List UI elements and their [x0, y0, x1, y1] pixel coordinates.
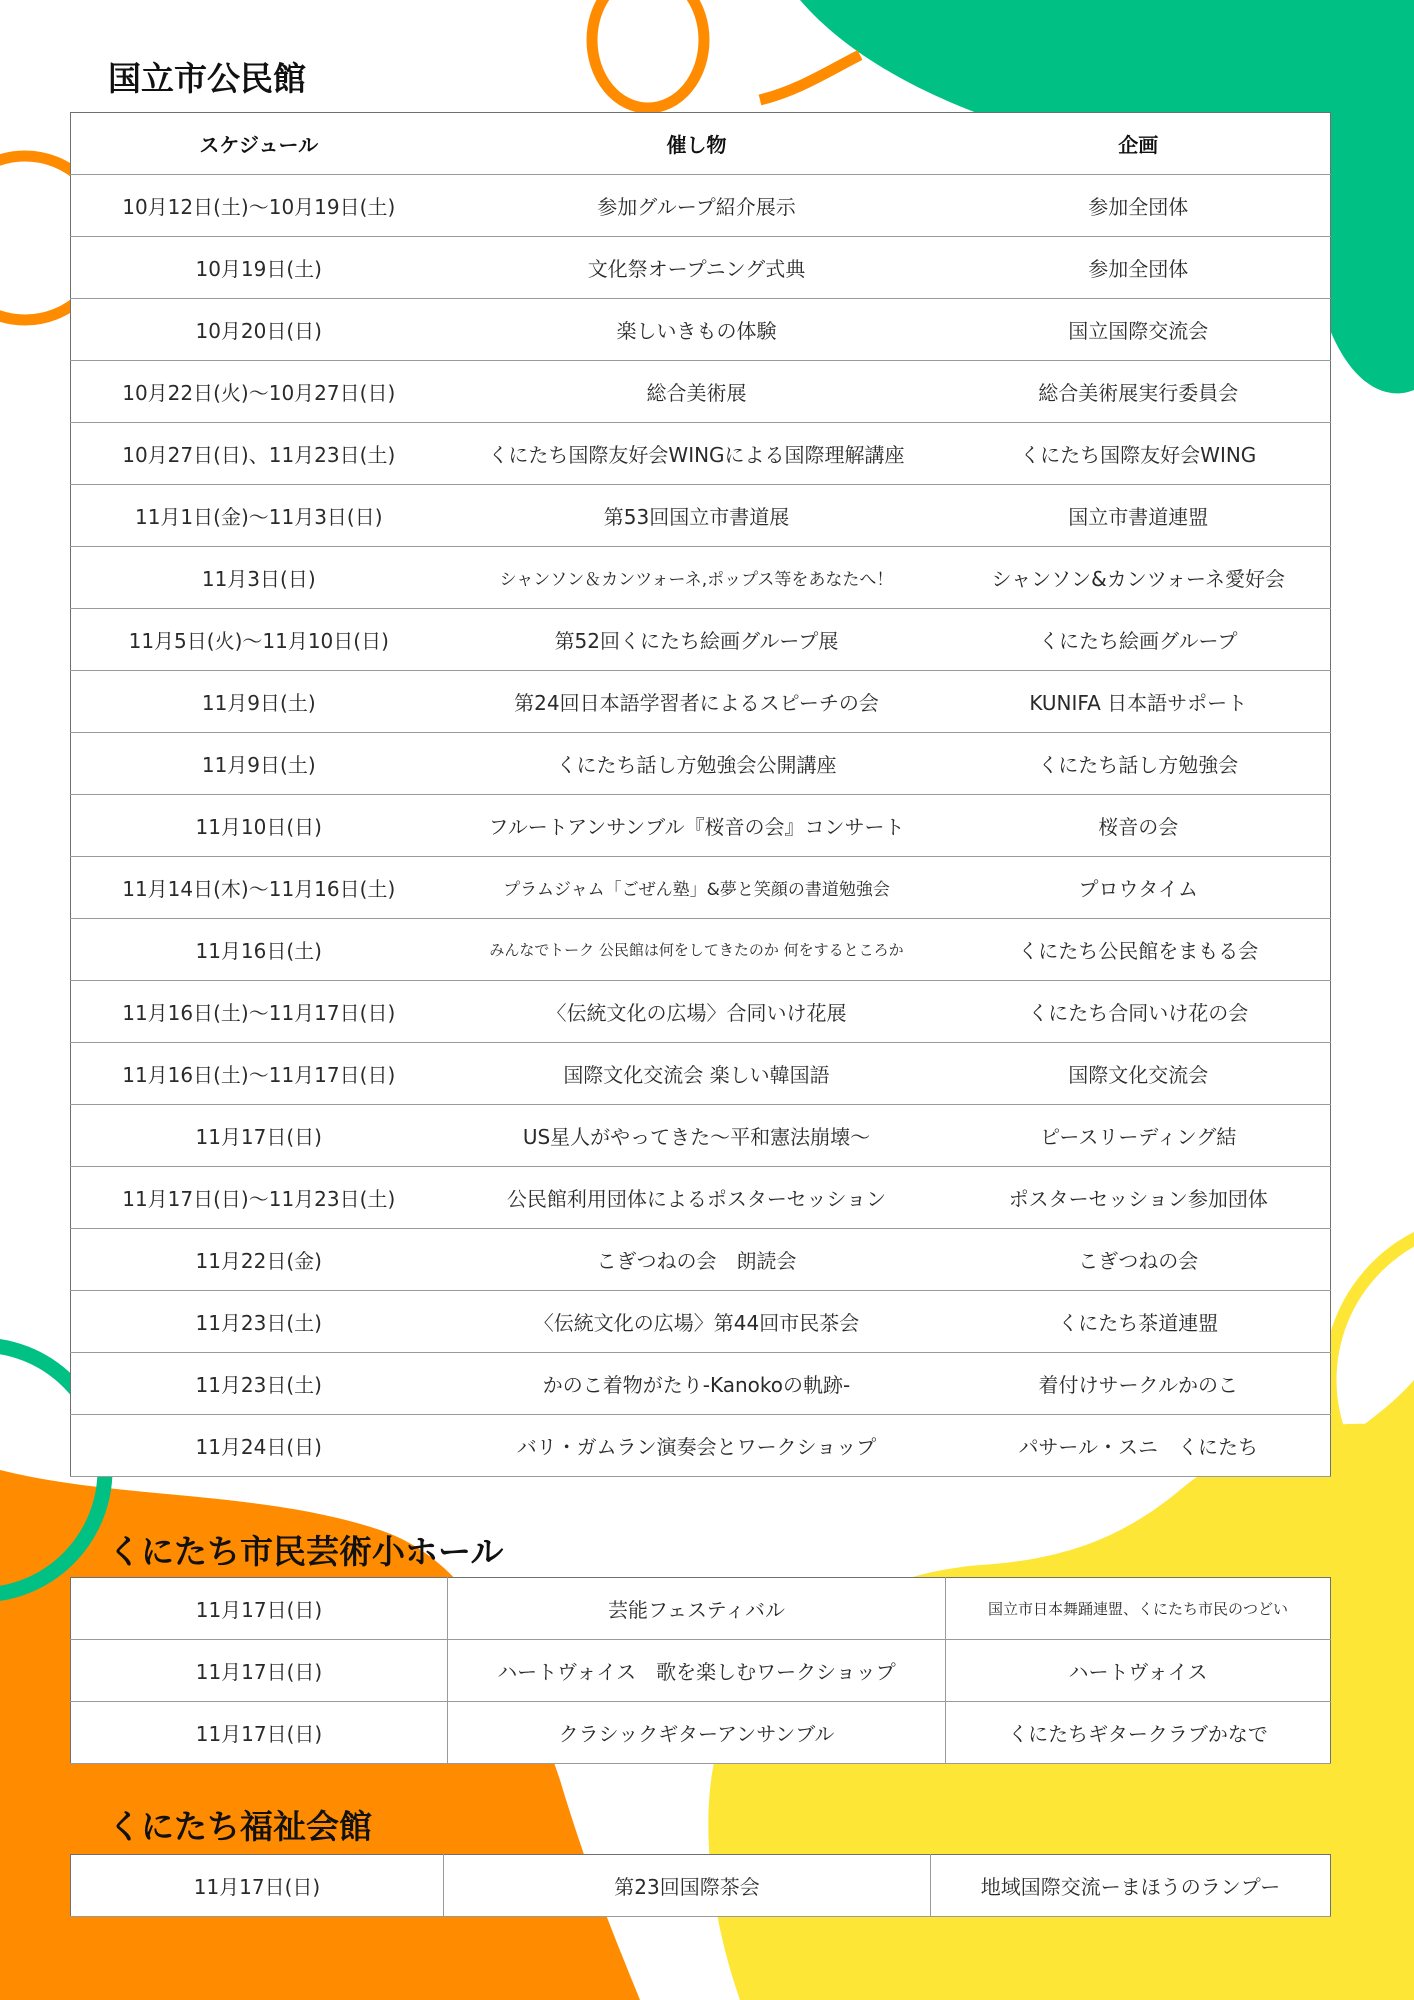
table-row: [71, 857, 1331, 919]
table-row: [71, 609, 1331, 671]
table-row: [71, 237, 1331, 299]
event-cell: 国際文化交流会 楽しい韓国語: [447, 1043, 947, 1105]
event-cell: 第24回日本語学習者によるスピーチの会: [447, 671, 947, 733]
header-organizer: 企画: [947, 113, 1331, 175]
event-cell: クラシックギターアンサンブル: [448, 1702, 946, 1764]
organizer-cell: プロウタイム: [947, 857, 1331, 919]
organizer-cell: こぎつねの会: [947, 1229, 1331, 1291]
event-cell: プラムジャム「ごぜん塾」&夢と笑顔の書道勉強会: [447, 857, 947, 919]
event-cell: シャンソン＆カンツォーネ,ポップス等をあなたへ！: [447, 547, 947, 609]
table-row: [71, 1291, 1331, 1353]
table-row: [71, 1640, 1331, 1702]
event-cell: 芸能フェスティバル: [448, 1578, 946, 1640]
organizer-cell: くにたち公民館をまもる会: [947, 919, 1331, 981]
organizer-cell: くにたち絵画グループ: [947, 609, 1331, 671]
organizer-cell: くにたち話し方勉強会: [947, 733, 1331, 795]
event-cell: くにたち話し方勉強会公開講座: [447, 733, 947, 795]
organizer-cell: くにたちギタークラブかなで: [946, 1702, 1331, 1764]
date-cell: 11月17日(日): [71, 1855, 444, 1917]
event-cell: 〈伝統文化の広場〉第44回市民茶会: [447, 1291, 947, 1353]
organizer-cell: 桜音の会: [947, 795, 1331, 857]
date-cell: 11月1日(金)〜11月3日(日): [71, 485, 447, 547]
organizer-cell: ポスターセッション参加団体: [947, 1167, 1331, 1229]
date-cell: 11月17日(日): [71, 1578, 448, 1640]
event-cell: 総合美術展: [447, 361, 947, 423]
event-cell: くにたち国際友好会WINGによる国際理解講座: [447, 423, 947, 485]
organizer-cell: くにたち国際友好会WING: [947, 423, 1331, 485]
orange-ring-top: [592, 0, 704, 108]
table-row: [71, 1043, 1331, 1105]
table-row: [71, 795, 1331, 857]
date-cell: 11月16日(土): [71, 919, 447, 981]
date-cell: 11月16日(土)〜11月17日(日): [71, 1043, 447, 1105]
event-cell: バリ・ガムラン演奏会とワークショップ: [447, 1415, 947, 1477]
date-cell: 11月9日(土): [71, 671, 447, 733]
event-cell: US星人がやってきた〜平和憲法崩壊〜: [447, 1105, 947, 1167]
table-row: [71, 175, 1331, 237]
table-row: [71, 1229, 1331, 1291]
table-row: [71, 1105, 1331, 1167]
table-row: [71, 423, 1331, 485]
event-cell: 第53回国立市書道展: [447, 485, 947, 547]
date-cell: 11月17日(日): [71, 1702, 448, 1764]
organizer-cell: くにたち茶道連盟: [947, 1291, 1331, 1353]
organizer-cell: 参加全団体: [947, 175, 1331, 237]
organizer-cell: 地域国際交流ーまほうのランプー: [931, 1855, 1331, 1917]
table-row: [71, 1415, 1331, 1477]
table-row: [71, 1578, 1331, 1640]
hall-table: [70, 1577, 1331, 1764]
organizer-cell: ハートヴォイス: [946, 1640, 1331, 1702]
table-row: [71, 981, 1331, 1043]
organizer-cell: 国立市日本舞踊連盟、くにたち市民のつどい: [946, 1578, 1331, 1640]
date-cell: 11月3日(日): [71, 547, 447, 609]
table-row: [71, 733, 1331, 795]
organizer-cell: 国立市書道連盟: [947, 485, 1331, 547]
date-cell: 11月17日(日): [71, 1640, 448, 1702]
date-cell: 11月23日(土): [71, 1353, 447, 1415]
table-row: [71, 485, 1331, 547]
date-cell: 11月17日(日)〜11月23日(土): [71, 1167, 447, 1229]
table-row: [71, 1353, 1331, 1415]
organizer-cell: パサール・スニ くにたち: [947, 1415, 1331, 1477]
organizer-cell: ピースリーディング結: [947, 1105, 1331, 1167]
event-cell: 〈伝統文化の広場〉合同いけ花展: [447, 981, 947, 1043]
date-cell: 10月22日(火)〜10月27日(日): [71, 361, 447, 423]
kominkan-table: [70, 112, 1331, 1477]
date-cell: 11月22日(金): [71, 1229, 447, 1291]
table-row: [71, 1167, 1331, 1229]
table-row: [71, 361, 1331, 423]
date-cell: 11月16日(土)〜11月17日(日): [71, 981, 447, 1043]
event-cell: みんなでトーク 公民館は何をしてきたのか 何をするところか: [447, 919, 947, 981]
organizer-cell: 総合美術展実行委員会: [947, 361, 1331, 423]
organizer-cell: 着付けサークルかのこ: [947, 1353, 1331, 1415]
table-header-row: [71, 113, 1331, 175]
table-row: [71, 671, 1331, 733]
event-cell: かのこ着物がたり-Kanokoの軌跡-: [447, 1353, 947, 1415]
organizer-cell: シャンソン&カンツォーネ愛好会: [947, 547, 1331, 609]
event-cell: 第23回国際茶会: [444, 1855, 931, 1917]
event-cell: ハートヴォイス 歌を楽しむワークショップ: [448, 1640, 946, 1702]
hall-title: くにたち市民芸術小ホール: [108, 1532, 504, 1571]
header-schedule: スケジュール: [71, 113, 447, 175]
date-cell: 10月19日(土): [71, 237, 447, 299]
table-row: [71, 299, 1331, 361]
event-cell: 楽しいきもの体験: [447, 299, 947, 361]
event-cell: 公民館利用団体によるポスターセッション: [447, 1167, 947, 1229]
event-cell: こぎつねの会 朗読会: [447, 1229, 947, 1291]
date-cell: 10月27日(日)、11月23日(土): [71, 423, 447, 485]
date-cell: 11月9日(土): [71, 733, 447, 795]
date-cell: 11月24日(日): [71, 1415, 447, 1477]
date-cell: 11月5日(火)〜11月10日(日): [71, 609, 447, 671]
date-cell: 11月17日(日): [71, 1105, 447, 1167]
date-cell: 11月10日(日): [71, 795, 447, 857]
event-cell: 文化祭オープニング式典: [447, 237, 947, 299]
orange-arc-top: [760, 55, 860, 100]
date-cell: 10月12日(土)〜10月19日(土): [71, 175, 447, 237]
table-row: [71, 547, 1331, 609]
table-row: [71, 1702, 1331, 1764]
event-cell: 参加グループ紹介展示: [447, 175, 947, 237]
date-cell: 11月14日(木)〜11月16日(土): [71, 857, 447, 919]
kominkan-title: 国立市公民館: [108, 59, 306, 98]
table-row: [71, 1855, 1331, 1917]
organizer-cell: KUNIFA 日本語サポート: [947, 671, 1331, 733]
organizer-cell: 国際文化交流会: [947, 1043, 1331, 1105]
organizer-cell: くにたち合同いけ花の会: [947, 981, 1331, 1043]
event-cell: フルートアンサンブル『桜音の会』コンサート: [447, 795, 947, 857]
welfare-title: くにたち福祉会館: [108, 1807, 372, 1846]
date-cell: 11月23日(土): [71, 1291, 447, 1353]
event-cell: 第52回くにたち絵画グループ展: [447, 609, 947, 671]
header-event: 催し物: [447, 113, 947, 175]
organizer-cell: 参加全団体: [947, 237, 1331, 299]
welfare-table: [70, 1854, 1331, 1917]
date-cell: 10月20日(日): [71, 299, 447, 361]
organizer-cell: 国立国際交流会: [947, 299, 1331, 361]
table-row: [71, 919, 1331, 981]
